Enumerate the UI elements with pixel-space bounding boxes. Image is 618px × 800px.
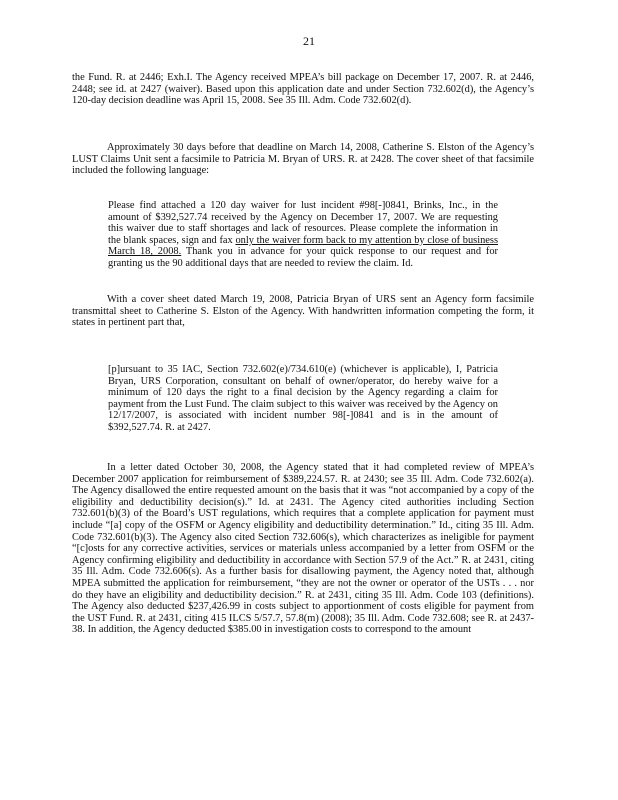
block-quote-waiver-request xyxy=(108,200,498,270)
page-number: 21 xyxy=(303,34,315,48)
quote-text-tail: Thank you in advance for your quick response to our request and for granting us the 90 additional days that are needed to review the claim. Id. xyxy=(108,246,498,269)
quote-text-underlined: only the waiver form back to my attention by close of business March 18, 2008. xyxy=(108,234,499,258)
paragraph-cover-sheet xyxy=(72,294,534,329)
paragraph-text: Approximately 30 days before that deadline on March 14, 2008, Catherine S. Elston of the Agency’s LUST Claims Unit sent a facsimile to Patricia M. Bryan of URS. R. at 2428. The cover sheet of that facsimile included the following language: xyxy=(72,142,534,177)
paragraph-text: In a letter dated October 30, 2008, the Agency stated that it had completed review of MPEA’s December 2007 application for reimbursement of $389,224.57. R. at 2430; see 35 Ill. Adm. Code 732.602(a). The Agency disallowed the entire requested amount on the basis that it was “not accompanied by a copy of the eligibility and deductibility decision(s).” Id. at 2431. The Agency cited authorities including Section 732.601(b)(3) of the Board’s UST regulations, which requires that a complete application for payment must include “[a] copy of the OSFM or Agency eligibility and deductibility determination.” Id., citing 35 Ill. Adm. Code 732.601(b)(3). The Agency also cited Section 732.606(s), which characterizes as ineligible for payment “[c]osts for any corrective activities, services or materials unless accompanied by a letter from OSFM or the Agency confirming eligibility and deductibility in accordance with Section 57.9 of the Act.” R. at 2431, citing 35 Ill. Adm. Code 732.606(s). As a further basis for disallowing payment, the Agency noted that, although MPEA submitted the application for reimbursement, “they are not the owner or operator of the USTs . . . nor do they have an eligibility and deductibility decision.” R. at 2431, citing 35 Ill. Adm. Code 103 (definitions). The Agency also deducted $237,426.99 in costs subject to apportionment of costs eligible for payment from the UST Fund. R. at 2431, citing 415 ILCS 5/57.7, 57.8(m) (2008); 35 Ill. Adm. Code 732.608; see R. at 2437-38. In addition, the Agency deducted $385.00 in investigation costs to correspond to the amount xyxy=(72,462,534,636)
quote-text: [p]ursuant to 35 IAC, Section 732.602(e)/734.610(e) (whichever is applicable), I, Patricia Bryan, URS Corporation, consultant on behalf of owner/operator, do hereby waive for a minimum of 120 days the right to a final decision by the Agency regarding a claim for payment from the Lust Fund. The claim subject to this waiver was received by the Agency on 12/17/2007, is associated with incident number 98[-]0841 and is in the amount of $392,527.74. R. at 2427. xyxy=(108,364,498,433)
paragraph-application-date xyxy=(72,72,534,107)
paragraph-text: the Fund. R. at 2446; Exh.I. The Agency received MPEA’s bill package on December 17, 2007. R. at 2446, 2448; see id. at 2427 (waiver). Based upon this application date and under Section 732.602(d), the Agency’s 120-day decision deadline was April 15, 2008. See 35 Ill. Adm. Code 732.602(d). xyxy=(72,72,534,107)
paragraph-text: With a cover sheet dated March 19, 2008, Patricia Bryan of URS sent an Agency form facsimile transmittal sheet to Catherine S. Elston of the Agency. With handwritten information competing the form, it states in pertinent part that, xyxy=(72,294,534,329)
paragraph-agency-letter xyxy=(72,462,534,636)
block-quote-waiver-form xyxy=(108,364,498,434)
quote-text xyxy=(108,200,498,270)
paragraph-facsimile xyxy=(72,142,534,177)
quote-text-main: Please find attached a 120 day waiver for lust incident #98[-]0841, Brinks, Inc., in the amount of $392,527.74 received by the Agency on December 17, 2007. We are requesting this waiver due to staff shortages and lack of resources. Please complete the information in the blank spaces, sign and fax xyxy=(108,200,498,246)
